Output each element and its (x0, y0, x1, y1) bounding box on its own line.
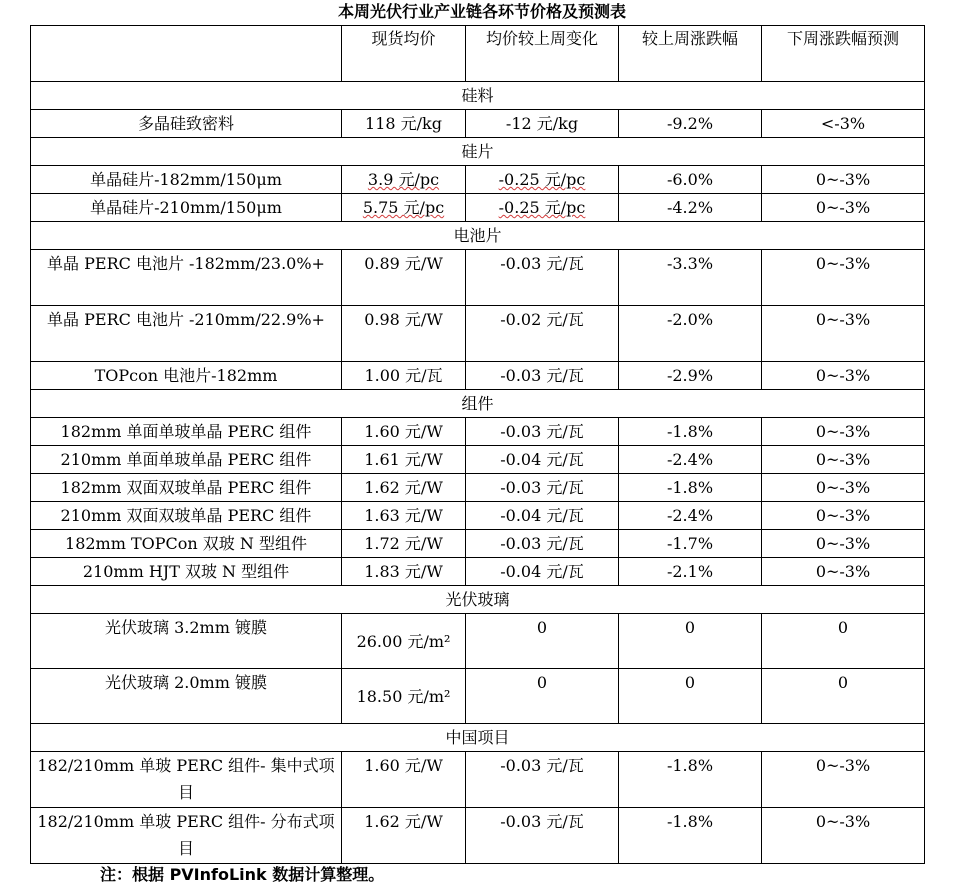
forecast: 0~-3% (762, 194, 925, 222)
weekly-pct: -2.4% (619, 446, 762, 474)
spot-price: 118 元/kg (342, 110, 466, 138)
item-name: 单晶硅片-210mm/150μm (31, 194, 342, 222)
forecast: 0~-3% (762, 558, 925, 586)
section-title: 光伏玻璃 (31, 586, 925, 614)
table-row (31, 808, 925, 864)
forecast: <-3% (762, 110, 925, 138)
weekly-change: -0.03 元/瓦 (466, 250, 619, 306)
forecast: 0~-3% (762, 418, 925, 446)
spot-price: 1.00 元/瓦 (342, 362, 466, 390)
section-row (31, 586, 925, 614)
spot-price-text: 3.9 元/pc (367, 170, 440, 189)
item-name: 光伏玻璃 2.0mm 镀膜 (31, 669, 342, 724)
table-row (31, 446, 925, 474)
spot-price: 1.62 元/W (342, 474, 466, 502)
item-name: 182mm TOPCon 双玻 N 型组件 (31, 530, 342, 558)
weekly-change: -0.04 元/瓦 (466, 558, 619, 586)
weekly-change-text: -0.25 元/pc (498, 170, 586, 189)
weekly-change-text: -0.25 元/pc (498, 198, 586, 217)
section-row (31, 138, 925, 166)
item-name: 182mm 双面双玻单晶 PERC 组件 (31, 474, 342, 502)
section-title: 电池片 (31, 222, 925, 250)
table-row (31, 502, 925, 530)
spot-price: 1.72 元/W (342, 530, 466, 558)
section-title: 硅料 (31, 82, 925, 110)
section-row (31, 82, 925, 110)
weekly-change (466, 166, 619, 194)
item-name: 光伏玻璃 3.2mm 镀膜 (31, 614, 342, 669)
header-cell-weekly-pct: 较上周涨跌幅 (619, 26, 762, 82)
section-row (31, 390, 925, 418)
table-row (31, 362, 925, 390)
weekly-pct: -1.8% (619, 808, 762, 864)
spot-price: 0.98 元/W (342, 306, 466, 362)
item-name: 210mm 单面单玻单晶 PERC 组件 (31, 446, 342, 474)
forecast: 0~-3% (762, 250, 925, 306)
weekly-change: -12 元/kg (466, 110, 619, 138)
weekly-pct: -1.8% (619, 752, 762, 808)
weekly-change: -0.03 元/瓦 (466, 362, 619, 390)
weekly-change: -0.04 元/瓦 (466, 446, 619, 474)
spot-price: 0.89 元/W (342, 250, 466, 306)
weekly-change: -0.02 元/瓦 (466, 306, 619, 362)
weekly-change: -0.03 元/瓦 (466, 418, 619, 446)
weekly-pct: -1.7% (619, 530, 762, 558)
spot-price: 1.83 元/W (342, 558, 466, 586)
weekly-pct: -6.0% (619, 166, 762, 194)
section-title: 组件 (31, 390, 925, 418)
weekly-change: -0.03 元/瓦 (466, 474, 619, 502)
section-title: 硅片 (31, 138, 925, 166)
table-row (31, 250, 925, 306)
item-name: 多晶硅致密料 (31, 110, 342, 138)
table-row (31, 194, 925, 222)
weekly-pct: -2.4% (619, 502, 762, 530)
weekly-pct: -9.2% (619, 110, 762, 138)
weekly-change: 0 (466, 614, 619, 669)
weekly-change: -0.03 元/瓦 (466, 808, 619, 864)
section-title: 中国项目 (31, 724, 925, 752)
item-name: 单晶 PERC 电池片 -182mm/23.0%+ (31, 250, 342, 306)
forecast: 0~-3% (762, 474, 925, 502)
item-name: 单晶 PERC 电池片 -210mm/22.9%+ (31, 306, 342, 362)
table-row (31, 110, 925, 138)
header-cell-forecast: 下周涨跌幅预测 (762, 26, 925, 82)
forecast: 0~-3% (762, 752, 925, 808)
spot-price: 1.63 元/W (342, 502, 466, 530)
spot-price: 26.00 元/m² (342, 614, 466, 669)
weekly-change: -0.03 元/瓦 (466, 530, 619, 558)
forecast: 0~-3% (762, 306, 925, 362)
item-name: 182/210mm 单玻 PERC 组件- 分布式项目 (31, 808, 342, 864)
item-name: 182/210mm 单玻 PERC 组件- 集中式项目 (31, 752, 342, 808)
item-name: TOPcon 电池片-182mm (31, 362, 342, 390)
table-row (31, 669, 925, 724)
spot-price: 1.62 元/W (342, 808, 466, 864)
item-name: 单晶硅片-182mm/150μm (31, 166, 342, 194)
forecast: 0 (762, 669, 925, 724)
forecast: 0 (762, 614, 925, 669)
forecast: 0~-3% (762, 808, 925, 864)
weekly-pct: -2.1% (619, 558, 762, 586)
table-row (31, 530, 925, 558)
header-row (31, 26, 925, 82)
weekly-pct: -4.2% (619, 194, 762, 222)
header-cell-item (31, 26, 342, 82)
table-row (31, 558, 925, 586)
spot-price-text: 5.75 元/pc (362, 198, 445, 217)
forecast: 0~-3% (762, 446, 925, 474)
spot-price: 18.50 元/m² (342, 669, 466, 724)
table-row (31, 306, 925, 362)
header-cell-weekly-change: 均价较上周变化 (466, 26, 619, 82)
weekly-pct: -1.8% (619, 474, 762, 502)
price-table (30, 25, 925, 864)
weekly-change: 0 (466, 669, 619, 724)
section-row (31, 724, 925, 752)
weekly-pct: 0 (619, 669, 762, 724)
weekly-pct: 0 (619, 614, 762, 669)
weekly-change: -0.03 元/瓦 (466, 752, 619, 808)
table-title: 本周光伏行业产业链各环节价格及预测表 (337, 2, 626, 21)
item-name: 210mm HJT 双玻 N 型组件 (31, 558, 342, 586)
table-row (31, 614, 925, 669)
spot-price (342, 194, 466, 222)
forecast: 0~-3% (762, 166, 925, 194)
forecast: 0~-3% (762, 530, 925, 558)
weekly-pct: -1.8% (619, 418, 762, 446)
forecast: 0~-3% (762, 502, 925, 530)
source-note: 注：根据 PVInfoLink 数据计算整理。 (100, 865, 385, 884)
table-row (31, 166, 925, 194)
weekly-change (466, 194, 619, 222)
spot-price: 1.61 元/W (342, 446, 466, 474)
weekly-change: -0.04 元/瓦 (466, 502, 619, 530)
table-row (31, 752, 925, 808)
weekly-pct: -2.0% (619, 306, 762, 362)
item-name: 182mm 单面单玻单晶 PERC 组件 (31, 418, 342, 446)
spot-price (342, 166, 466, 194)
table-row (31, 418, 925, 446)
item-name: 210mm 双面双玻单晶 PERC 组件 (31, 502, 342, 530)
forecast: 0~-3% (762, 362, 925, 390)
weekly-pct: -3.3% (619, 250, 762, 306)
spot-price: 1.60 元/W (342, 418, 466, 446)
section-row (31, 222, 925, 250)
header-cell-spot-price: 现货均价 (342, 26, 466, 82)
table-row (31, 474, 925, 502)
spot-price: 1.60 元/W (342, 752, 466, 808)
weekly-pct: -2.9% (619, 362, 762, 390)
